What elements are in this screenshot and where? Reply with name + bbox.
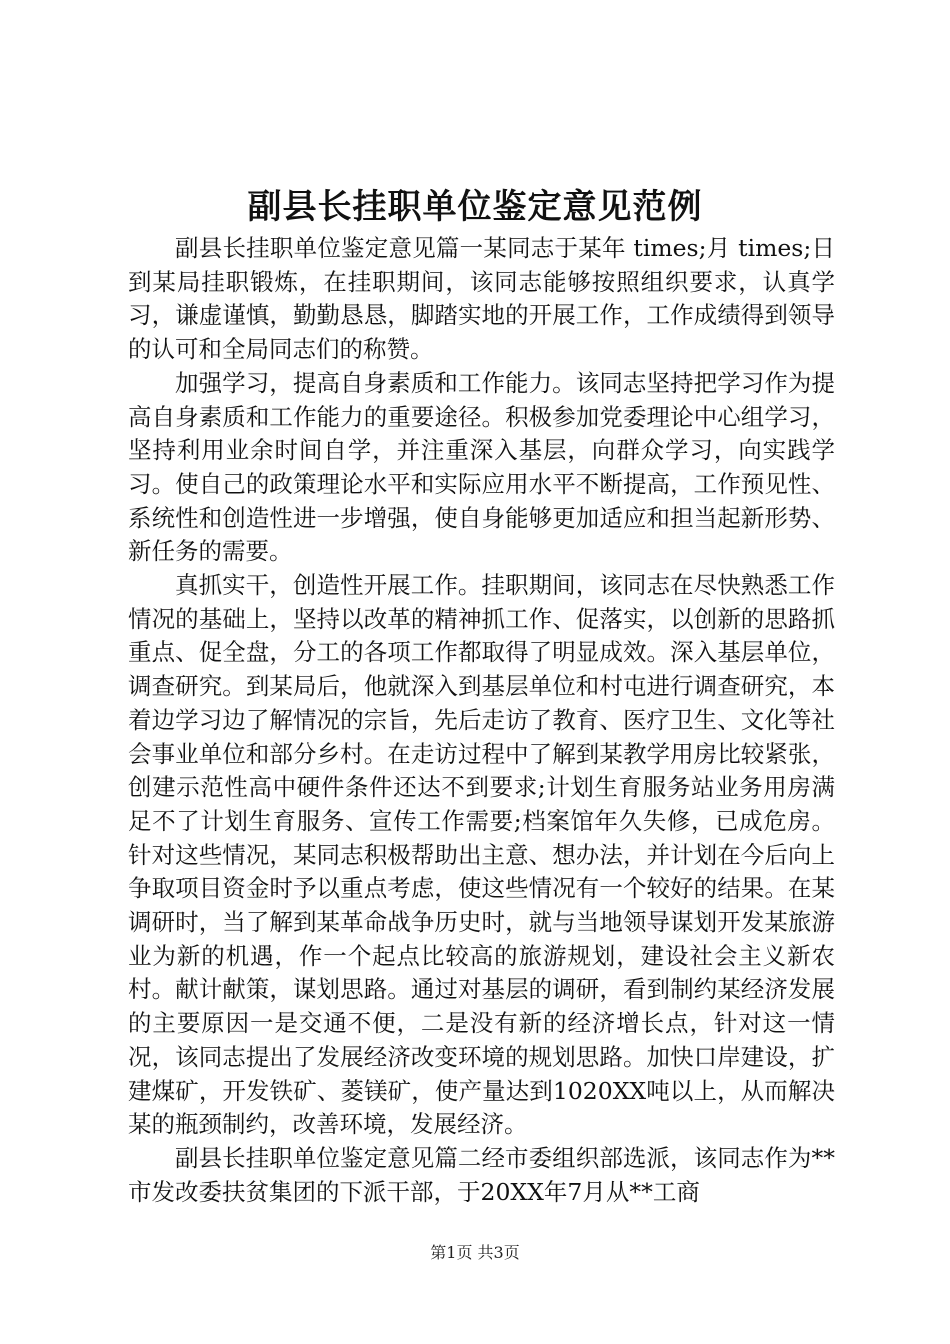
paragraph-3: 真抓实干，创造性开展工作。挂职期间，该同志在尽快熟悉工作情况的基础上，坚持以改革的精神抓工作、促落实，以创新的思路抓重点、促全盘，分工的各项工作都取得了明显成效。深入基层单位，调查研究。到某局后，他就深入到基层单位和村屯进行调查研究，本着边学习边了解情况的宗旨，先后走访了教育、医疗卫生、文化等社会事业单位和部分乡村。在走访过程中了解到某教学用房比较紧张，创建示范性高中硬件条件还达不到要求;计划生育服务站业务用房满足不了计划生育服务、宣传工作需要;档案馆年久失修，已成危房。针对这些情况，某同志积极帮助出主意、想办法，并计划在今后向上争取项目资金时予以重点考虑，使这些情况有一个较好的结果。在某调研时，当了解到某革命战争历史时，就与当地领导谋划开发某旅游业为新的机遇，作一个起点比较高的旅游规划，建设社会主义新农村。献计献策，谋划思路。通过对基层的调研，看到制约某经济发展的主要原因一是交通不便，二是没有新的经济增长点，针对这一情况，该同志提出了发展经济改变环境的规划思路。加快口岸建设，扩建煤矿，开发铁矿、菱镁矿，使产量达到1020XX吨以上，从而解决某的瓶颈制约，改善环境，发展经济。: [128, 571, 835, 1139]
document-title: 副县长挂职单位鉴定意见范例: [247, 187, 703, 227]
paragraph-4: 副县长挂职单位鉴定意见篇二经市委组织部选派，该同志作为**市发改委扶贫集团的下派干部，于20XX年7月从**工商: [128, 1143, 835, 1206]
document-body: [128, 232, 835, 1209]
page-footer: [0, 1242, 950, 1264]
paragraph-2: 加强学习，提高自身素质和工作能力。该同志坚持把学习作为提高自身素质和工作能力的重要途径。积极参加党委理论中心组学习，坚持利用业余时间自学，并注重深入基层，向群众学习，向实践学习。使自己的政策理论水平和实际应用水平不断提高，工作预见性、系统性和创造性进一步增强，使自身能够更加适应和担当起新形势、新任务的需要。: [128, 368, 835, 566]
paragraph-1: 副县长挂职单位鉴定意见篇一某同志于某年 times;月 times;日到某局挂职锻炼，在挂职期间，该同志能够按照组织要求，认真学习，谦虚谨慎，勤勤恳恳，脚踏实地的开展工作，工作成绩得到领导的认可和全局同志们的称赞。: [128, 234, 835, 364]
page-indicator: 第1页 共3页: [430, 1243, 520, 1262]
